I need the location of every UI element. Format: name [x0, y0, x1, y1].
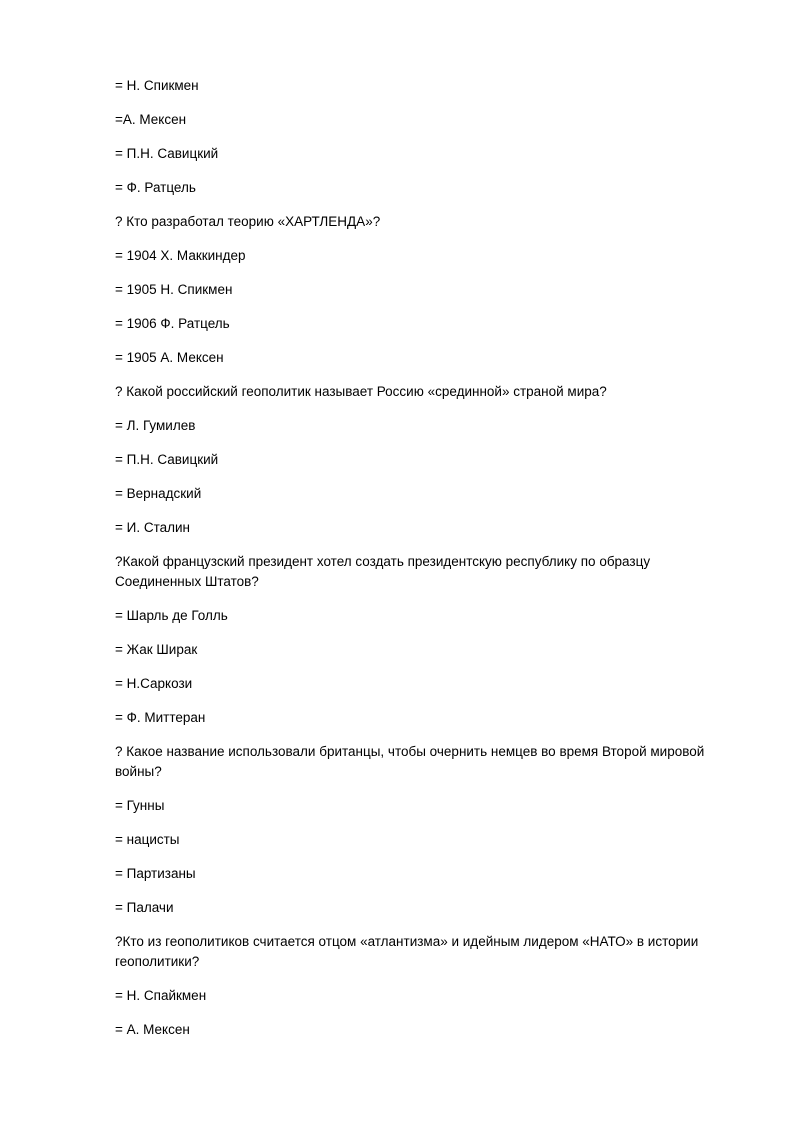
question-text: ? Какой российский геополитик называет Россию «срединной» страной мира?: [115, 384, 607, 399]
document-body: [115, 76, 715, 1054]
answer-option: = Ф. Ратцель: [115, 180, 196, 195]
answer-option: = И. Сталин: [115, 520, 191, 535]
answer-option: = Жак Ширак: [115, 642, 198, 657]
answer-option: =А. Мексен: [115, 112, 187, 127]
question-text: ?Какой французский президент хотел создать президентскую республику по образцу Соединенных Штатов?: [115, 554, 651, 589]
answer-option: = П.Н. Савицкий: [115, 452, 219, 467]
answer-option: = Гунны: [115, 798, 165, 813]
answer-option: = Палачи: [115, 900, 174, 915]
answer-option: = Н. Спикмен: [115, 78, 199, 93]
question-text: ? Кто разработал теорию «ХАРТЛЕНДА»?: [115, 214, 381, 229]
answer-option: = Н.Саркози: [115, 676, 193, 691]
answer-option: = Шарль де Голль: [115, 608, 228, 623]
answer-option: = 1906 Ф. Ратцель: [115, 316, 230, 331]
question-text: ? Какое название использовали британцы, чтобы очернить немцев во время Второй мировой войны?: [115, 744, 705, 779]
answer-option: = П.Н. Савицкий: [115, 146, 219, 161]
answer-option: = А. Мексен: [115, 1022, 190, 1037]
answer-option: = Вернадский: [115, 486, 202, 501]
answer-option: = Партизаны: [115, 866, 196, 881]
answer-option: = Ф. Миттеран: [115, 710, 206, 725]
answer-option: = нацисты: [115, 832, 180, 847]
answer-option: = Л. Гумилев: [115, 418, 196, 433]
answer-option: = 1905 Н. Спикмен: [115, 282, 233, 297]
answer-option: = 1904 Х. Маккиндер: [115, 248, 246, 263]
answer-option: = Н. Спайкмен: [115, 988, 207, 1003]
question-text: ?Кто из геополитиков считается отцом «атлантизма» и идейным лидером «НАТО» в истории геополитики?: [115, 934, 699, 969]
answer-option: = 1905 А. Мексен: [115, 350, 224, 365]
